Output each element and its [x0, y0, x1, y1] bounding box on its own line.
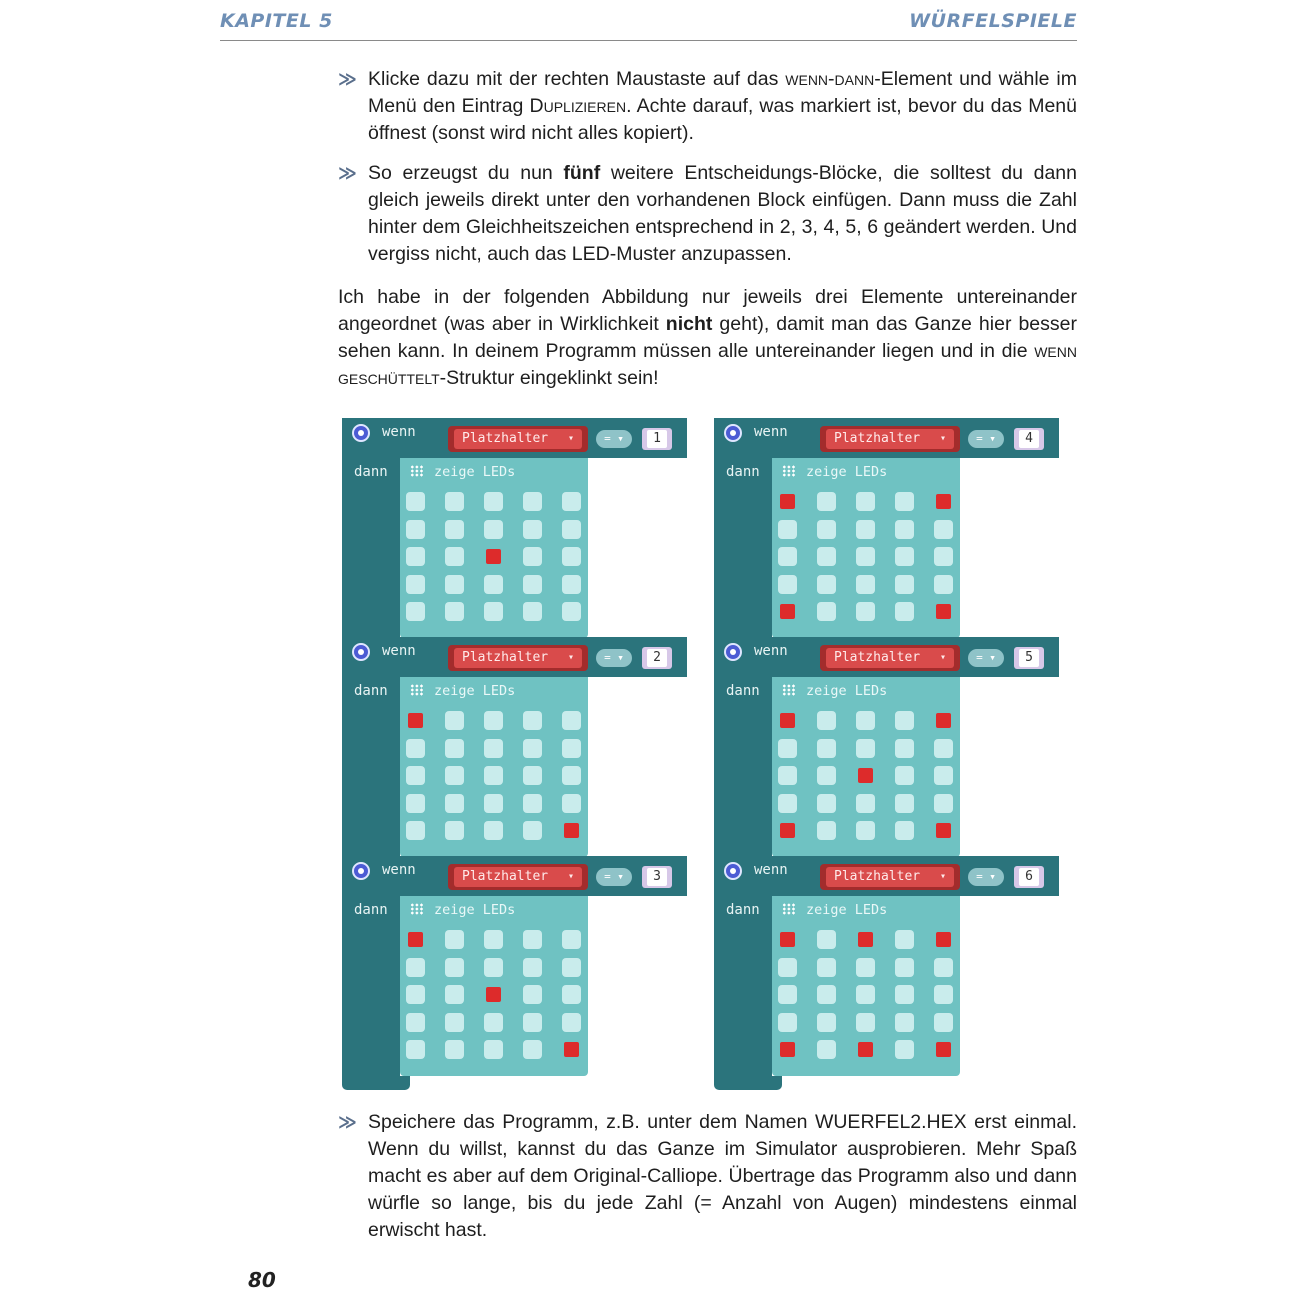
led-matrix: [404, 930, 584, 1070]
led-on[interactable]: [858, 932, 873, 947]
led-off[interactable]: [523, 575, 542, 594]
led-off[interactable]: [934, 794, 953, 813]
led-off[interactable]: [856, 575, 875, 594]
led-off[interactable]: [406, 520, 425, 539]
led-off[interactable]: [817, 958, 836, 977]
show-leds-label: zeige LEDs: [434, 683, 516, 699]
led-off[interactable]: [934, 985, 953, 1004]
gear-icon[interactable]: [724, 862, 742, 880]
led-off[interactable]: [817, 1040, 836, 1059]
gear-icon[interactable]: [724, 424, 742, 442]
number-block[interactable]: [642, 647, 672, 669]
variable-dropdown[interactable]: [826, 648, 954, 668]
led-off[interactable]: [406, 766, 425, 785]
variable-dropdown[interactable]: [454, 648, 582, 668]
led-off[interactable]: [484, 492, 503, 511]
number-block[interactable]: [642, 428, 672, 450]
led-off[interactable]: [778, 739, 797, 758]
led-off[interactable]: [484, 821, 503, 840]
variable-name: Platzhalter: [834, 431, 921, 446]
led-off[interactable]: [934, 1013, 953, 1032]
led-grid-icon: [410, 903, 424, 915]
led-off[interactable]: [445, 492, 464, 511]
show-leds-header: [782, 683, 887, 699]
wenn-label: wenn: [754, 862, 788, 878]
number-field[interactable]: 5: [1019, 649, 1039, 667]
gear-icon[interactable]: [352, 643, 370, 661]
led-off[interactable]: [895, 794, 914, 813]
led-off[interactable]: [445, 739, 464, 758]
led-off[interactable]: [934, 958, 953, 977]
led-off[interactable]: [445, 821, 464, 840]
led-off[interactable]: [562, 958, 581, 977]
wenn-dann-block[interactable]: [714, 856, 1064, 1076]
chevron-down-icon: ▾: [939, 433, 946, 444]
variable-block[interactable]: [820, 864, 960, 890]
led-off[interactable]: [778, 794, 797, 813]
led-off[interactable]: [406, 602, 425, 621]
bullet-item-2: [338, 160, 1077, 268]
led-off[interactable]: [406, 821, 425, 840]
bullet-text-2: [338, 160, 1077, 268]
led-on[interactable]: [858, 1042, 873, 1057]
show-leds-label: zeige LEDs: [434, 902, 516, 918]
led-off[interactable]: [817, 575, 836, 594]
led-on[interactable]: [780, 823, 795, 838]
led-off[interactable]: [484, 575, 503, 594]
led-off[interactable]: [895, 1040, 914, 1059]
led-off[interactable]: [484, 520, 503, 539]
led-off[interactable]: [406, 547, 425, 566]
led-off[interactable]: [445, 1040, 464, 1059]
led-off[interactable]: [445, 547, 464, 566]
gear-icon[interactable]: [724, 643, 742, 661]
show-leds-header: [410, 902, 515, 918]
led-off[interactable]: [895, 930, 914, 949]
led-on[interactable]: [936, 1042, 951, 1057]
wenn-dann-block[interactable]: [342, 856, 692, 1076]
led-off[interactable]: [406, 492, 425, 511]
led-off[interactable]: [484, 958, 503, 977]
bullet-arrow-icon: ≫: [338, 163, 357, 183]
led-off[interactable]: [778, 575, 797, 594]
condition: [808, 864, 1058, 892]
dann-label: dann: [354, 464, 388, 480]
led-off[interactable]: [445, 711, 464, 730]
led-off[interactable]: [523, 766, 542, 785]
led-on[interactable]: [936, 932, 951, 947]
condition: [808, 645, 1058, 673]
led-grid-icon: [782, 684, 796, 696]
wenn-label: wenn: [754, 643, 788, 659]
number-block[interactable]: [1014, 428, 1044, 450]
paragraph-part-1: Ich habe in der folgenden Abbildung nur jeweils drei Elemente untereinander angeordnet (was aber in Wirklichkeit: [338, 286, 1077, 335]
led-off[interactable]: [523, 794, 542, 813]
bullet-text-1: [338, 66, 1077, 147]
led-off[interactable]: [523, 547, 542, 566]
led-off[interactable]: [445, 520, 464, 539]
led-off[interactable]: [817, 985, 836, 1004]
led-off[interactable]: [856, 985, 875, 1004]
number-field[interactable]: 6: [1019, 868, 1039, 886]
led-off[interactable]: [406, 739, 425, 758]
bullet-1-keyword-1: wenn-dann: [785, 68, 875, 90]
number-block[interactable]: [1014, 647, 1044, 669]
wenn-label: wenn: [382, 424, 416, 440]
led-off[interactable]: [445, 930, 464, 949]
show-leds-label: zeige LEDs: [434, 464, 516, 480]
led-off[interactable]: [895, 739, 914, 758]
led-off[interactable]: [484, 1013, 503, 1032]
led-off[interactable]: [817, 930, 836, 949]
code-column-left: [342, 418, 702, 1083]
led-on[interactable]: [858, 768, 873, 783]
bullet-1-keyword-2: Duplizieren: [529, 95, 627, 117]
led-matrix: [404, 711, 584, 851]
led-off[interactable]: [817, 739, 836, 758]
led-off[interactable]: [523, 930, 542, 949]
led-off[interactable]: [856, 602, 875, 621]
show-leds-block[interactable]: [772, 458, 960, 638]
led-off[interactable]: [484, 766, 503, 785]
bullet-1-part-1: Klicke dazu mit der rechten Maustaste auf das: [368, 68, 786, 90]
led-off[interactable]: [445, 766, 464, 785]
led-off[interactable]: [934, 520, 953, 539]
led-off[interactable]: [817, 602, 836, 621]
bullet-2-part-1: So erzeugst du nun: [368, 162, 564, 184]
led-off[interactable]: [484, 602, 503, 621]
led-off[interactable]: [562, 930, 581, 949]
led-off[interactable]: [406, 985, 425, 1004]
led-off[interactable]: [895, 547, 914, 566]
led-matrix: [776, 930, 956, 1070]
bullet-1-part-3: . Achte darauf, was markiert ist, bevor du das Menü öffnest (sonst wird nicht alles kopiert).: [368, 95, 1077, 144]
variable-block[interactable]: [448, 645, 588, 671]
led-off[interactable]: [817, 492, 836, 511]
bullet-item-1: [338, 66, 1077, 147]
led-off[interactable]: [445, 1013, 464, 1032]
led-off[interactable]: [778, 520, 797, 539]
led-on[interactable]: [780, 1042, 795, 1057]
led-matrix: [776, 492, 956, 632]
operator-dropdown[interactable]: = ▾: [596, 868, 632, 886]
led-off[interactable]: [856, 794, 875, 813]
led-off[interactable]: [562, 766, 581, 785]
led-off[interactable]: [856, 739, 875, 758]
led-off[interactable]: [406, 1040, 425, 1059]
led-off[interactable]: [895, 711, 914, 730]
wenn-label: wenn: [382, 643, 416, 659]
led-on[interactable]: [486, 549, 501, 564]
number-block[interactable]: [642, 866, 672, 888]
wenn-label: wenn: [754, 424, 788, 440]
led-off[interactable]: [523, 1040, 542, 1059]
show-leds-header: [782, 902, 887, 918]
variable-name: Platzhalter: [462, 869, 549, 884]
dann-label: dann: [354, 902, 388, 918]
variable-block[interactable]: [448, 864, 588, 890]
section-label: WÜRFELSPIELE: [909, 10, 1077, 32]
led-off[interactable]: [406, 794, 425, 813]
dann-label: dann: [354, 683, 388, 699]
chevron-down-icon: ▾: [567, 871, 574, 882]
led-off[interactable]: [562, 602, 581, 621]
code-column-right: [714, 418, 1074, 1083]
chapter-label: KAPITEL 5: [220, 10, 333, 32]
led-off[interactable]: [406, 958, 425, 977]
led-off[interactable]: [817, 1013, 836, 1032]
led-off[interactable]: [445, 602, 464, 621]
led-off[interactable]: [445, 958, 464, 977]
block-foot: [342, 1076, 410, 1090]
variable-name: Platzhalter: [834, 650, 921, 665]
variable-name: Platzhalter: [834, 869, 921, 884]
led-on[interactable]: [780, 713, 795, 728]
show-leds-block[interactable]: [772, 896, 960, 1076]
led-off[interactable]: [856, 492, 875, 511]
led-off[interactable]: [856, 711, 875, 730]
operator-dropdown[interactable]: = ▾: [968, 649, 1004, 667]
led-off[interactable]: [856, 1013, 875, 1032]
bullet-arrow-icon: ≫: [338, 69, 357, 89]
wenn-label: wenn: [382, 862, 416, 878]
led-off[interactable]: [895, 575, 914, 594]
show-leds-block[interactable]: [400, 677, 588, 857]
led-off[interactable]: [484, 1040, 503, 1059]
led-on[interactable]: [936, 604, 951, 619]
number-field[interactable]: 4: [1019, 430, 1039, 448]
led-on[interactable]: [936, 494, 951, 509]
paragraph-text: [338, 284, 1077, 392]
chevron-down-icon: ▾: [567, 652, 574, 663]
led-off[interactable]: [523, 1013, 542, 1032]
led-on[interactable]: [564, 823, 579, 838]
led-off[interactable]: [817, 821, 836, 840]
bullet-2-bold: fünf: [563, 162, 601, 184]
led-off[interactable]: [562, 492, 581, 511]
led-off[interactable]: [562, 520, 581, 539]
led-off[interactable]: [523, 602, 542, 621]
led-off[interactable]: [895, 766, 914, 785]
show-leds-header: [410, 464, 515, 480]
led-off[interactable]: [895, 520, 914, 539]
paragraph-part-2: geht), damit man das Ganze hier besser sehen kann. In deinem Programm müssen alle untereinander liegen und in die: [338, 313, 1077, 362]
led-off[interactable]: [778, 1013, 797, 1032]
led-on[interactable]: [408, 932, 423, 947]
paragraph-part-3: -Struktur eingeklinkt sein!: [439, 367, 659, 389]
led-on[interactable]: [564, 1042, 579, 1057]
led-off[interactable]: [562, 794, 581, 813]
led-off[interactable]: [523, 958, 542, 977]
block-foot: [714, 1076, 782, 1090]
led-off[interactable]: [817, 520, 836, 539]
number-field[interactable]: 2: [647, 649, 667, 667]
number-block[interactable]: [1014, 866, 1044, 888]
show-leds-header: [410, 683, 515, 699]
led-off[interactable]: [895, 958, 914, 977]
led-on[interactable]: [486, 987, 501, 1002]
paragraph-bold: nicht: [665, 313, 713, 335]
led-off[interactable]: [406, 1013, 425, 1032]
led-matrix: [404, 492, 584, 632]
led-off[interactable]: [523, 711, 542, 730]
led-off[interactable]: [895, 821, 914, 840]
led-on[interactable]: [780, 604, 795, 619]
led-off[interactable]: [484, 794, 503, 813]
gear-icon[interactable]: [352, 862, 370, 880]
bullet-1-part-2: -Element und wähle im Menü den Eintrag: [368, 68, 1078, 117]
operator-dropdown[interactable]: = ▾: [968, 868, 1004, 886]
chevron-down-icon: ▾: [939, 652, 946, 663]
led-off[interactable]: [934, 547, 953, 566]
condition: [436, 426, 686, 454]
led-on[interactable]: [936, 823, 951, 838]
led-off[interactable]: [934, 739, 953, 758]
led-off[interactable]: [523, 739, 542, 758]
led-off[interactable]: [562, 547, 581, 566]
chevron-down-icon: ▾: [567, 433, 574, 444]
show-leds-label: zeige LEDs: [806, 464, 888, 480]
led-off[interactable]: [445, 985, 464, 1004]
show-leds-label: zeige LEDs: [806, 902, 888, 918]
led-off[interactable]: [778, 547, 797, 566]
led-off[interactable]: [445, 794, 464, 813]
led-off[interactable]: [778, 766, 797, 785]
dann-label: dann: [726, 464, 760, 480]
variable-dropdown[interactable]: [826, 429, 954, 449]
condition: [436, 864, 686, 892]
led-off[interactable]: [856, 520, 875, 539]
led-off[interactable]: [817, 766, 836, 785]
paragraph-keyword: wenn geschüttelt: [338, 340, 1077, 389]
led-off[interactable]: [523, 821, 542, 840]
led-grid-icon: [410, 684, 424, 696]
bullet-arrow-icon: ≫: [338, 1112, 357, 1132]
led-off[interactable]: [406, 575, 425, 594]
led-off[interactable]: [778, 985, 797, 1004]
led-off[interactable]: [523, 985, 542, 1004]
led-off[interactable]: [523, 492, 542, 511]
led-off[interactable]: [817, 711, 836, 730]
show-leds-header: [782, 464, 887, 480]
led-off[interactable]: [817, 794, 836, 813]
led-off[interactable]: [856, 958, 875, 977]
dann-label: dann: [726, 902, 760, 918]
led-matrix: [776, 711, 956, 851]
led-off[interactable]: [562, 739, 581, 758]
variable-dropdown[interactable]: [454, 429, 582, 449]
variable-block[interactable]: [820, 426, 960, 452]
show-leds-label: zeige LEDs: [806, 683, 888, 699]
condition: [436, 645, 686, 673]
bullet-item-3: [338, 1109, 1077, 1244]
show-leds-block[interactable]: [772, 677, 960, 857]
chevron-down-icon: ▾: [939, 871, 946, 882]
condition: [808, 426, 1058, 454]
led-off[interactable]: [856, 821, 875, 840]
led-off[interactable]: [895, 1013, 914, 1032]
led-off[interactable]: [484, 711, 503, 730]
bullet-3-text: Speichere das Programm, z.B. unter dem Namen WUERFEL2.HEX erst einmal. Wenn du willst, kannst du das Ganze im Simulator ausprobieren. Mehr Spaß macht es aber auf dem Original-Calliope. Übertrage das Programm also und dann würfle so lange, bis du jede Zahl (= Anzahl von Augen) mindestens einmal erwischt hast.: [368, 1111, 1077, 1241]
led-off[interactable]: [484, 930, 503, 949]
variable-name: Platzhalter: [462, 650, 549, 665]
led-grid-icon: [782, 465, 796, 477]
led-grid-icon: [410, 465, 424, 477]
variable-dropdown[interactable]: [826, 867, 954, 887]
variable-block[interactable]: [448, 426, 588, 452]
led-off[interactable]: [817, 547, 836, 566]
led-off[interactable]: [778, 958, 797, 977]
led-on[interactable]: [936, 713, 951, 728]
wenn-dann-block[interactable]: [714, 418, 1064, 638]
variable-name: Platzhalter: [462, 431, 549, 446]
led-off[interactable]: [934, 766, 953, 785]
led-off[interactable]: [895, 492, 914, 511]
number-field[interactable]: 3: [647, 868, 667, 886]
gear-icon[interactable]: [352, 424, 370, 442]
led-off[interactable]: [895, 602, 914, 621]
led-on[interactable]: [780, 932, 795, 947]
show-leds-block[interactable]: [400, 458, 588, 638]
led-off[interactable]: [856, 547, 875, 566]
operator-dropdown[interactable]: = ▾: [968, 430, 1004, 448]
body-paragraph: [338, 284, 1077, 392]
dann-label: dann: [726, 683, 760, 699]
led-off[interactable]: [934, 575, 953, 594]
wenn-dann-block[interactable]: [714, 637, 1064, 857]
operator-dropdown[interactable]: = ▾: [596, 430, 632, 448]
page-number: 80: [248, 1268, 276, 1292]
led-off[interactable]: [562, 1013, 581, 1032]
led-on[interactable]: [408, 713, 423, 728]
running-head: [220, 6, 1077, 41]
led-off[interactable]: [523, 520, 542, 539]
number-field[interactable]: 1: [647, 430, 667, 448]
led-off[interactable]: [562, 985, 581, 1004]
led-off[interactable]: [445, 575, 464, 594]
operator-dropdown[interactable]: = ▾: [596, 649, 632, 667]
led-off[interactable]: [484, 739, 503, 758]
led-off[interactable]: [562, 711, 581, 730]
wenn-dann-block[interactable]: [342, 637, 692, 857]
variable-dropdown[interactable]: [454, 867, 582, 887]
led-off[interactable]: [895, 985, 914, 1004]
led-off[interactable]: [562, 575, 581, 594]
bullet-2-part-2: weitere Entscheidungs-Blöcke, die solltest du dann gleich jeweils direkt unter den vorhandenen Block einfügen. Dann muss die Zahl hinter dem Gleichheitszeichen entsprechend in 2, 3, 4, 5, 6 geändert werden. Und vergiss nicht, auch das LED-Muster anzupassen.: [368, 162, 1077, 265]
wenn-dann-block[interactable]: [342, 418, 692, 638]
variable-block[interactable]: [820, 645, 960, 671]
led-on[interactable]: [780, 494, 795, 509]
led-grid-icon: [782, 903, 796, 915]
show-leds-block[interactable]: [400, 896, 588, 1076]
bullet-text-3: [338, 1109, 1077, 1244]
